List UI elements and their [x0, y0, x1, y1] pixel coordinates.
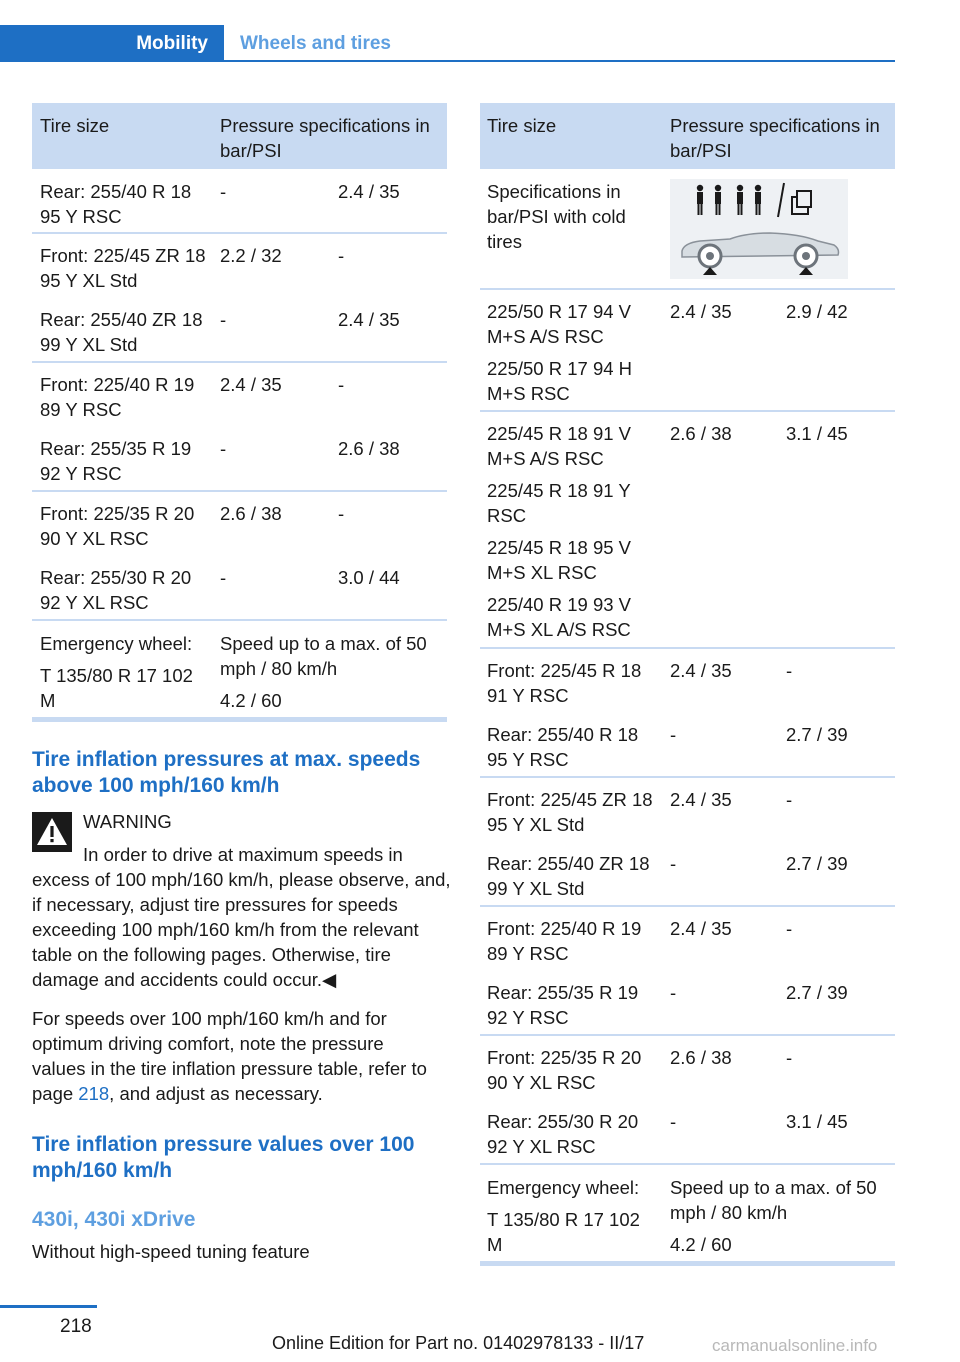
tire-size-cell: 225/45 R 18 91 Y RSC	[487, 480, 631, 526]
pressure-cell-b: 3.1 / 45	[786, 423, 848, 444]
edition-note: Online Edition for Part no. 01402978133 - II/17	[272, 1333, 645, 1353]
tire-size-cell: Front: 225/35 R 20 90 Y XL RSC	[487, 1047, 642, 1093]
paragraph-speed-over	[32, 1006, 442, 1106]
spec-note: Specifications in bar/PSI with cold tires	[487, 181, 626, 252]
model-heading: 430i, 430i xDrive	[32, 1208, 196, 1231]
pressure-cell-b: -	[786, 1047, 793, 1068]
page-number: 218	[60, 1316, 92, 1337]
emergency-speed-limit: Speed up to a max. of 50 mph / 80 km/h	[220, 633, 427, 679]
emergency-speed-limit: Speed up to a max. of 50 mph / 80 km/h	[670, 1177, 877, 1223]
section-tab-wheels-and-tires[interactable]: Wheels and tires	[240, 33, 391, 54]
heading-pressure-values: Tire inflation pressure values over 100 mph/160 km/h	[32, 1133, 415, 1182]
pressure-cell-a: -	[220, 567, 227, 588]
col-pressure-spec: Pressure specifications in bar/PSI	[670, 115, 880, 161]
table-group	[32, 169, 447, 234]
warning-text-first: In order to drive at maximum speeds in	[83, 844, 403, 865]
tire-size-cell: 225/40 R 19 93 V M+S XL A/S RSC	[487, 594, 631, 640]
tire-size-cell: 225/45 R 18 95 V M+S XL RSC	[487, 537, 631, 583]
tire-size-cell: 225/50 R 17 94 V M+S A/S RSC	[487, 301, 631, 347]
table-group	[480, 412, 895, 649]
tire-size-cell: Rear: 255/40 ZR 18 99 Y XL Std	[487, 853, 650, 899]
table-group	[480, 907, 895, 1036]
tire-size-cell: 225/50 R 17 94 H M+S RSC	[487, 358, 633, 404]
tire-size-cell: Rear: 255/40 ZR 18 99 Y XL Std	[40, 309, 203, 355]
model-subtitle: Without high-speed tuning feature	[32, 1241, 310, 1262]
col-tire-size: Tire size	[40, 115, 110, 136]
pressure-cell-b: 2.7 / 39	[786, 853, 848, 874]
warning-label: WARNING	[83, 811, 172, 832]
footer-rule	[0, 1305, 97, 1308]
section-tab-mobility[interactable]: Mobility	[0, 25, 224, 62]
pressure-cell-b: -	[786, 918, 793, 939]
table-group	[480, 649, 895, 778]
header-rule	[0, 60, 895, 62]
page-link-218[interactable]: 218	[78, 1083, 110, 1104]
pressure-cell-b: 2.7 / 39	[786, 982, 848, 1003]
warning-text: excess of 100 mph/160 km/h, please observe, and, if necessary, adjust tire pressures for speeds exceeding 100 mph/160 km/h from the relevant table on the following pages. Otherwise, tire damage and accidents could occur.◀	[32, 869, 451, 990]
col-tire-size: Tire size	[487, 115, 557, 136]
table-group	[480, 1036, 895, 1165]
pressure-cell-b: 2.4 / 35	[338, 309, 400, 330]
table-group	[32, 492, 447, 621]
tire-size-cell: Front: 225/45 R 18 91 Y RSC	[487, 660, 642, 706]
pressure-cell-a: 2.6 / 38	[220, 503, 282, 524]
pressure-cell-a: 2.4 / 35	[670, 789, 732, 810]
tire-size-cell: 225/45 R 18 91 V M+S A/S RSC	[487, 423, 631, 469]
pressure-cell-b: 3.1 / 45	[786, 1111, 848, 1132]
tire-size-cell: Rear: 255/30 R 20 92 Y XL RSC	[40, 567, 192, 613]
warning-triangle-icon	[32, 812, 72, 852]
tire-size-cell: Rear: 255/35 R 19 92 Y RSC	[40, 438, 192, 484]
tire-size-cell: Rear: 255/30 R 20 92 Y XL RSC	[487, 1111, 639, 1157]
left-pressure-table	[32, 103, 447, 722]
pressure-cell-b: 2.4 / 35	[338, 181, 400, 202]
emergency-wheel-row	[480, 1165, 895, 1261]
heading-high-speed-pressures: Tire inflation pressures at max. speeds above 100 mph/160 km/h	[32, 748, 421, 797]
pressure-cell-a: -	[670, 853, 677, 874]
pressure-cell-a: 2.4 / 35	[670, 660, 732, 681]
table-header	[32, 103, 447, 169]
pressure-cell-b: -	[786, 789, 793, 810]
tire-size-cell: Rear: 255/40 R 18 95 Y RSC	[40, 181, 192, 227]
tire-size-cell: Front: 225/35 R 20 90 Y XL RSC	[40, 503, 195, 549]
load-diagram-icon	[670, 179, 848, 279]
pressure-cell-b: 2.9 / 42	[786, 301, 848, 322]
tire-size-cell: Front: 225/40 R 19 89 Y RSC	[487, 918, 642, 964]
emergency-pressure: 4.2 / 60	[220, 690, 282, 711]
pressure-cell-a: -	[670, 1111, 677, 1132]
paragraph-text: , and adjust as necessary.	[109, 1083, 323, 1104]
emergency-tire-size: T 135/80 R 17 102 M	[487, 1209, 640, 1255]
pressure-cell-a: 2.4 / 35	[220, 374, 282, 395]
emergency-wheel-row	[32, 621, 447, 717]
pressure-cell-a: -	[670, 724, 677, 745]
pressure-cell-b: -	[786, 660, 793, 681]
table-group-spec-note	[480, 169, 895, 290]
table-header	[480, 103, 895, 169]
page-header	[0, 25, 895, 62]
paragraph-text: For speeds over 100 mph/160 km/h and for optimum driving comfort, note the pressure values in the tire inflation pressure table, refer to page	[32, 1008, 427, 1104]
pressure-cell-b: -	[338, 374, 345, 395]
emergency-tire-size: T 135/80 R 17 102 M	[40, 665, 193, 711]
tire-size-cell: Front: 225/45 ZR 18 95 Y XL Std	[40, 245, 206, 291]
pressure-cell-b: 2.6 / 38	[338, 438, 400, 459]
pressure-cell-a: -	[220, 438, 227, 459]
pressure-cell-b: -	[338, 503, 345, 524]
emergency-label: Emergency wheel:	[487, 1177, 640, 1198]
table-group	[32, 363, 447, 492]
emergency-pressure: 4.2 / 60	[670, 1234, 732, 1255]
col-pressure-spec: Pressure specifications in bar/PSI	[220, 115, 430, 161]
pressure-cell-a: -	[220, 309, 227, 330]
table-group	[32, 234, 447, 363]
pressure-cell-a: 2.2 / 32	[220, 245, 282, 266]
tire-size-cell: Front: 225/40 R 19 89 Y RSC	[40, 374, 195, 420]
pressure-cell-a: -	[670, 982, 677, 1003]
pressure-cell-a: 2.4 / 35	[670, 918, 732, 939]
right-pressure-table	[480, 103, 895, 1266]
pressure-cell-a: 2.4 / 35	[670, 301, 732, 322]
tire-size-cell: Front: 225/45 ZR 18 95 Y XL Std	[487, 789, 653, 835]
emergency-label: Emergency wheel:	[40, 633, 193, 654]
table-end-rule	[480, 1261, 895, 1266]
tire-size-cell: Rear: 255/40 R 18 95 Y RSC	[487, 724, 639, 770]
table-end-rule	[32, 717, 447, 722]
pressure-cell-b: -	[338, 245, 345, 266]
table-group	[480, 778, 895, 907]
pressure-cell-b: 2.7 / 39	[786, 724, 848, 745]
watermark: carmanualsonline.info	[712, 1336, 878, 1355]
pressure-cell-a: -	[220, 181, 227, 202]
pressure-cell-b: 3.0 / 44	[338, 567, 400, 588]
pressure-cell-a: 2.6 / 38	[670, 423, 732, 444]
table-group	[480, 290, 895, 412]
pressure-cell-a: 2.6 / 38	[670, 1047, 732, 1068]
tire-size-cell: Rear: 255/35 R 19 92 Y RSC	[487, 982, 639, 1028]
load-diagram	[670, 179, 848, 279]
